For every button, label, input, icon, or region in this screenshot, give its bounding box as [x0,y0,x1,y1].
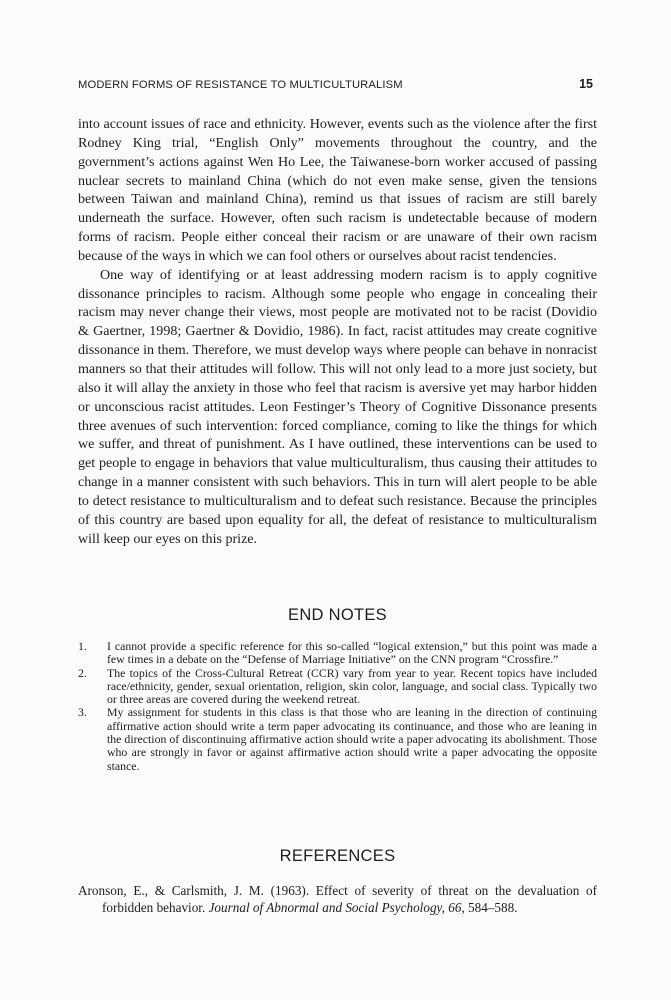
body-paragraph: One way of identifying or at least addressing modern racism is to apply cognitive dissonance principles to racism. Although some people who engage in concealing their racism may never change their views, most people are motivated not to be racist (Dovidio & Gaertner, 1998; Gaertner & Dovidio, 1986). In fact, racist attitudes may create cognitive dissonance in them. Therefore, we must develop ways where people can behave in nonracist manners so that their attitudes will follow. This will not only lead to a more just society, but also it will allay the anxiety in those who feel that racism is aversive yet may harbor hidden or unconscious racist attitudes. Leon Festinger’s Theory of Cognitive Dissonance presents three avenues of such intervention: forced compliance, coming to like the things for which we suffer, and threat of punishment. As I have outlined, these interventions can be used to get people to engage in behaviors that value multiculturalism, thus causing their attitudes to change in a manner consistent with such behaviors. This in turn will alert people to be able to detect resistance to multiculturalism and to defeat such resistance. Because the principles of this country are based upon equality for all, the defeat of resistance to multiculturalism will keep our eyes on this prize. [78,266,597,547]
running-head [78,77,593,91]
endnote-item [78,640,597,667]
endnote-number: 2. [78,665,87,680]
endnotes-list [78,640,597,773]
endnote-text: My assignment for students in this class is that those who are leaning in the direction of continuing affirmative action should write a term paper advocating its continuance, and those who are leaning in the direction of discontinuing affirmative action should write a paper advocating its abolishment. Those who are strongly in favor or against affirmative action should write a paper advocating the opposite stance. [107,705,597,773]
endnote-text: The topics of the Cross-Cultural Retreat (CCR) vary from year to year. Recent topics have included race/ethnicity, gender, sexual orientation, religion, skin color, language, and social class. Typically two or three areas are covered during the weekend retreat. [107,665,597,707]
endnote-text: I cannot provide a specific reference for this so-called “logical extension,” but this point was made a few times in a debate on the “Defense of Marriage Initiative” on the CNN program “Crossfire.” [107,639,597,667]
running-head-title: MODERN FORMS OF RESISTANCE TO MULTICULTURALISM [78,79,403,91]
reference-entry [78,883,597,916]
reference-journal: Journal of Abnormal and Social Psychology, 66, [208,899,465,915]
body-paragraph-continued: into account issues of race and ethnicity. However, events such as the violence after the first Rodney King trial, “English Only” movements throughout the country, and the government’s actions against Wen Ho Lee, the Taiwanese-born worker accused of passing nuclear secrets to mainland China (which do not even make sense, given the tensions between Taiwan and mainland China), remind us that issues of racism are still barely underneath the surface. However, often such racism is undetectable because of modern forms of racism. People either conceal their racism or are unaware of their own racism because of the ways in which we can fool others or ourselves about racist tendencies. [78,116,597,264]
endnotes-heading: END NOTES [288,606,387,624]
reference-authors-title: Aronson, E., & Carlsmith, J. M. (1963). Effect of severity of threat on the devaluation of forbidden behavior. [78,883,597,915]
references-heading: REFERENCES [279,847,396,865]
endnote-item [78,667,597,707]
reference-pages: 584–588. [464,899,518,915]
body-text [78,115,597,548]
endnote-item [78,706,597,772]
page-number: 15 [579,77,593,91]
references-list [78,883,597,916]
endnote-number: 1. [78,639,87,653]
endnote-number: 3. [78,705,87,720]
